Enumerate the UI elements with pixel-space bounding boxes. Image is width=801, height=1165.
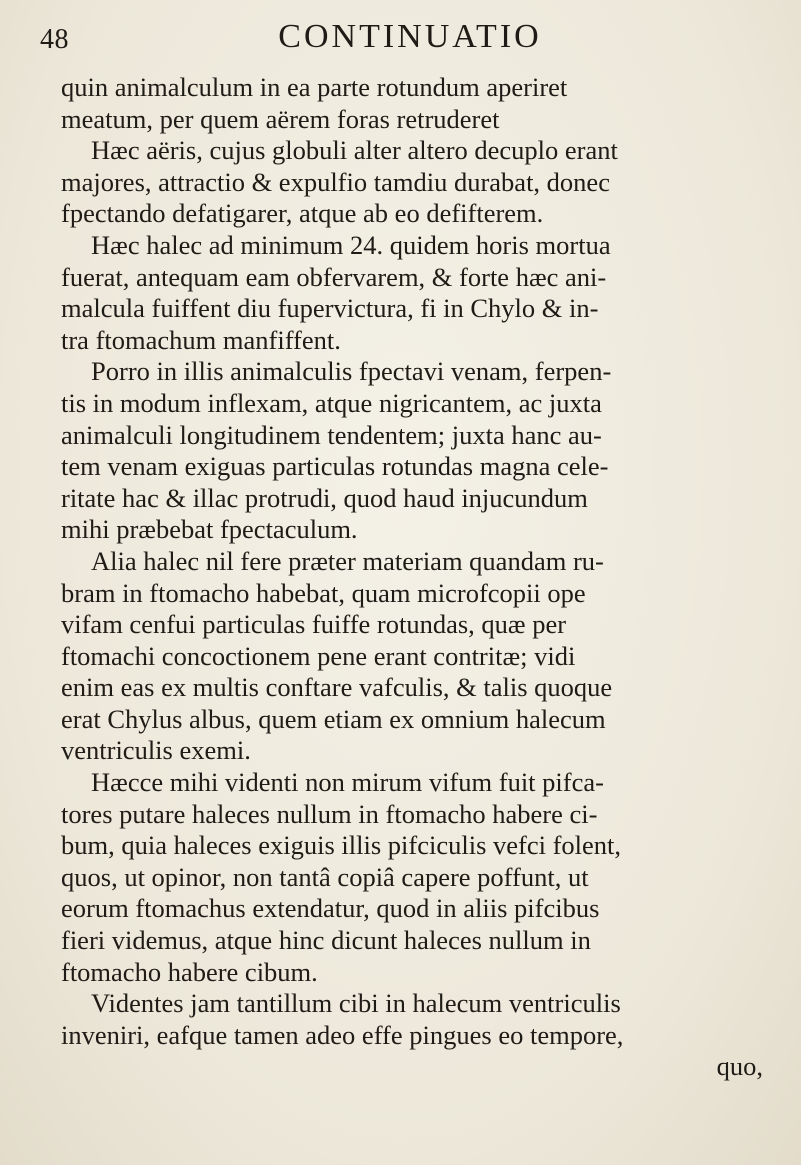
text-line: majores, attractio & expulfio tamdiu durabat, donec: [61, 166, 610, 197]
text-line: malcula fuiffent diu fupervictura, fi in Chylo & in-: [61, 293, 599, 324]
running-head: CONTINUATIO: [278, 18, 542, 55]
text-line: tem venam exiguas particulas rotundas magna cele-: [61, 451, 609, 482]
text-line: bum, quia haleces exiguis illis pifciculis vefci folent,: [61, 830, 622, 861]
text-line: ftomachi concoctionem pene erant contritæ; vidi: [61, 640, 576, 671]
body-text: [61, 72, 773, 1083]
text-line: quin animalculum in ea parte rotundum aperiret: [61, 72, 568, 102]
text-line: enim eas ex multis conftare vafculis, & talis quoque: [61, 672, 613, 703]
text-line: eorum ftomachus extendatur, quod in aliis pifcibus: [61, 893, 600, 924]
text-line: quos, ut opinor, non tantâ copiâ capere poffunt, ut: [61, 861, 589, 892]
text-line: ritate hac & illac protrudi, quod haud injucundum: [61, 482, 588, 513]
catchword: quo,: [716, 1051, 763, 1082]
text-line: ftomacho habere cibum.: [61, 956, 318, 987]
text-line: Alia halec nil fere præter materiam quandam ru-: [91, 545, 604, 576]
text-line: ventriculis exemi.: [61, 735, 251, 766]
text-line: inveniri, eafque tamen adeo effe pingues eo tempore,: [61, 1019, 624, 1050]
text-line: Porro in illis animalculis fpectavi venam, ferpen-: [91, 356, 612, 387]
text-line: tores putare haleces nullum in ftomacho habere ci-: [61, 798, 598, 829]
text-line: vifam cenfui particulas fuiffe rotundas, quæ per: [61, 609, 567, 640]
text-line: Hæcce mihi videnti non mirum vifum fuit pifca-: [91, 767, 604, 798]
text-line: Videntes jam tantillum cibi in halecum ventriculis: [91, 988, 621, 1019]
text-line: fuerat, antequam eam obfervarem, & forte hæc ani-: [61, 261, 607, 292]
text-line: Hæc halec ad minimum 24. quidem horis mortua: [91, 229, 611, 260]
text-line: mihi præbebat fpectaculum.: [61, 514, 358, 545]
text-line: animalculi longitudinem tendentem; juxta hanc au-: [61, 419, 602, 450]
text-line: tis in modum inflexam, atque nigricantem, ac juxta: [61, 387, 602, 418]
text-line: bram in ftomacho habebat, quam microfcopii ope: [61, 577, 586, 608]
text-line: fieri videmus, atque hinc dicunt haleces nullum in: [61, 925, 591, 956]
text-line: fpectando defatigarer, atque ab eo defifterem.: [61, 198, 544, 229]
page-number: 48: [40, 24, 69, 55]
text-line: Hæc aëris, cujus globuli alter altero decuplo erant: [91, 135, 618, 166]
text-line: erat Chylus albus, quem etiam ex omnium halecum: [61, 703, 606, 734]
text-line: tra ftomachum manfiffent.: [61, 324, 341, 355]
text-line: meatum, per quem aërem foras retruderet: [61, 103, 500, 134]
page-header: [40, 18, 780, 62]
